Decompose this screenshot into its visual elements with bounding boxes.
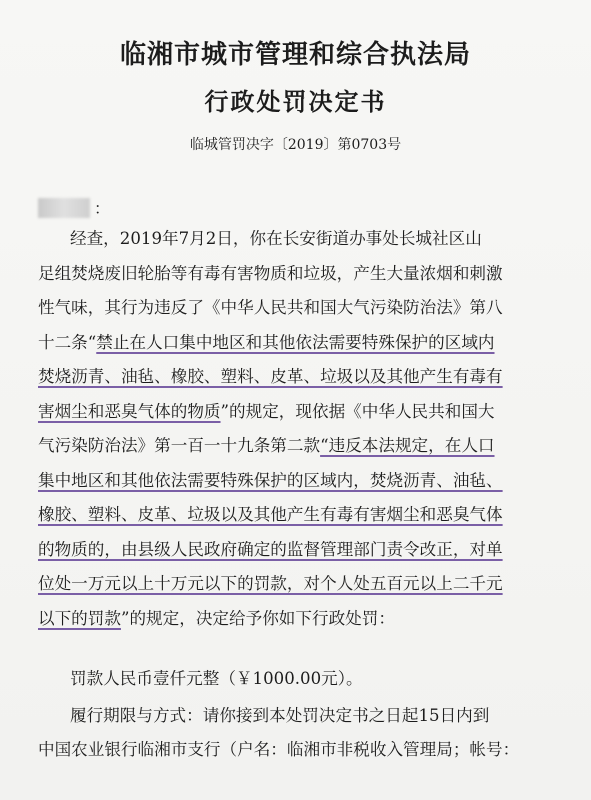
body-text: ”的规定，决定给予你如下行政处罚： [120,608,395,628]
quoted-law-text: 橡胶、塑料、皮革、垃圾以及其他产生有毒有害烟尘和恶臭气体 [38,505,503,524]
addressee-colon: ： [94,199,111,218]
body-line [38,360,558,395]
quoted-law-text: 以下的罚款 [38,608,121,628]
body-line: 足组焚烧废旧轮胎等有毒有害物质和垃圾，产生大量浓烟和刺激 [38,263,503,283]
quoted-law-text: 的物质的，由县级人民政府确定的监督管理部门责令改正，对单 [38,539,503,559]
quoted-law-text: 焚烧沥青、油毡、橡胶、塑料、皮革、垃圾以及其他产生有毒有 [38,367,503,386]
quoted-law-text: “违反本法规定，在人口 [320,436,495,455]
body-line [38,395,558,430]
quoted-law-text: 害烟尘和恶臭气体的物质 [38,401,221,421]
quoted-law-text: 集中地区和其他依法需要特殊保护的区域内，焚烧沥青、油毡、 [38,470,503,490]
payment-terms-line: 履行期限与方式：请你接到本处罚决定书之日起15日内到 [70,706,490,725]
redacted-name [38,198,90,218]
issuing-authority: 临湘市城市管理和综合执法局 [119,40,471,70]
body-line [38,498,558,533]
body-text: 十二条“ [38,332,97,352]
penalty-amount: 罚款人民币壹仟元整（￥1000.00元）。 [70,669,363,688]
payment-terms-line: 中国农业银行临湘市支行（户名：临湘市非税收入管理局；帐号： [38,740,520,759]
quoted-law-text: 位处一万元以上十万元以下的罚款，对个人处五百元以上二千元 [38,574,503,593]
body-line: 经查，2019年7月2日，你在长安街道办事处长城社区山 [70,229,482,248]
body-text: 气污染防治法》第一百一十九条第二款 [38,436,321,455]
findings-paragraph [38,222,558,636]
body-line [38,464,558,499]
document-number: 临城管罚决字〔2019〕第0703号 [189,137,402,153]
body-line [38,533,558,568]
body-text: ”的规定，现依据《中华人民共和国大 [220,401,495,421]
body-line: 性气味，其行为违反了《中华人民共和国大气污染防治法》第八 [38,298,503,317]
body-line [38,602,558,637]
body-line [38,429,558,464]
body-line [38,326,558,361]
addressee [38,196,110,219]
document-title: 行政处罚决定书 [204,88,387,116]
body-line [38,567,558,602]
quoted-law-text: 禁止在人口集中地区和其他依法需要特殊保护的区域内 [96,332,495,352]
